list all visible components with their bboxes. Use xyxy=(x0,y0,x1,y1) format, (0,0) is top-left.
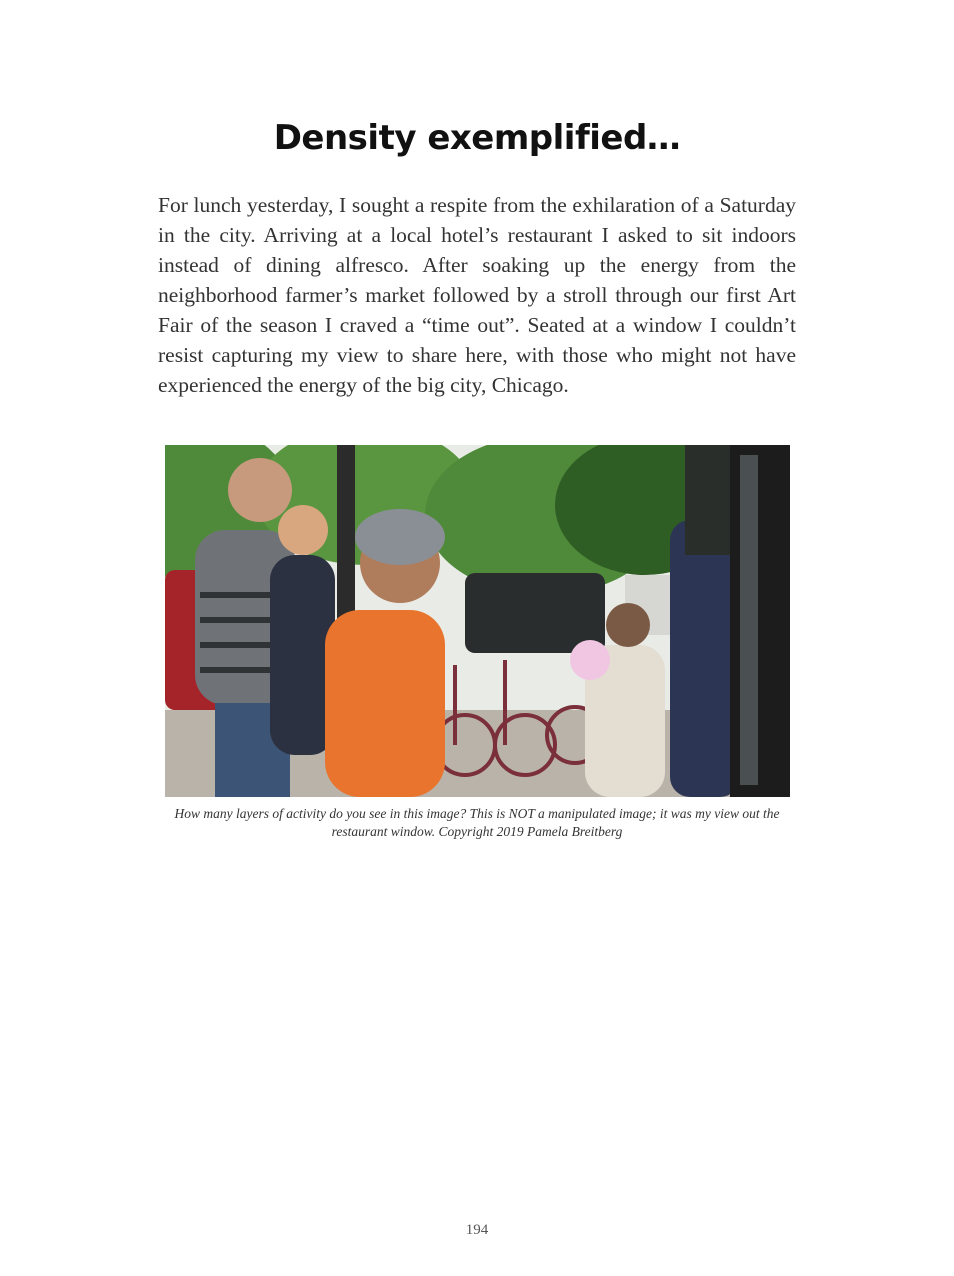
body-paragraph: For lunch yesterday, I sought a respite from the exhilaration of a Saturday in the city. Arriving at a local hotel’s restaurant I asked to sit indoors instead of dining alfresco. After soaking up the energy from the neighborhood farmer’s market followed by a stroll through our first Art Fair of the season I craved a “time out”. Seated at a window I couldn’t resist capturing my view to share here, with those who might not have experienced the energy of the big city, Chicago. xyxy=(158,193,796,397)
street-scene-photo xyxy=(165,445,790,797)
photo-man-head xyxy=(228,458,292,522)
photo-child-helmet xyxy=(355,509,445,565)
photo-door-grill xyxy=(685,445,730,555)
page-title: Density exemplified… xyxy=(273,118,681,158)
photo-unicorn-toy xyxy=(570,640,610,680)
photo-child-shirt xyxy=(325,610,445,797)
page-number: 194 xyxy=(465,1222,489,1238)
photo-small-child-head xyxy=(606,603,650,647)
photo-right-man xyxy=(670,520,740,797)
photo-door-glass xyxy=(740,455,758,785)
photo-caption: How many layers of activity do you see in this image? This is NOT a manipulated image; it was my view out the restaurant window. Copyright 2019 Pamela Breitberg xyxy=(174,806,780,839)
photo-woman-head xyxy=(278,505,328,555)
photo-door-frame xyxy=(730,445,790,797)
